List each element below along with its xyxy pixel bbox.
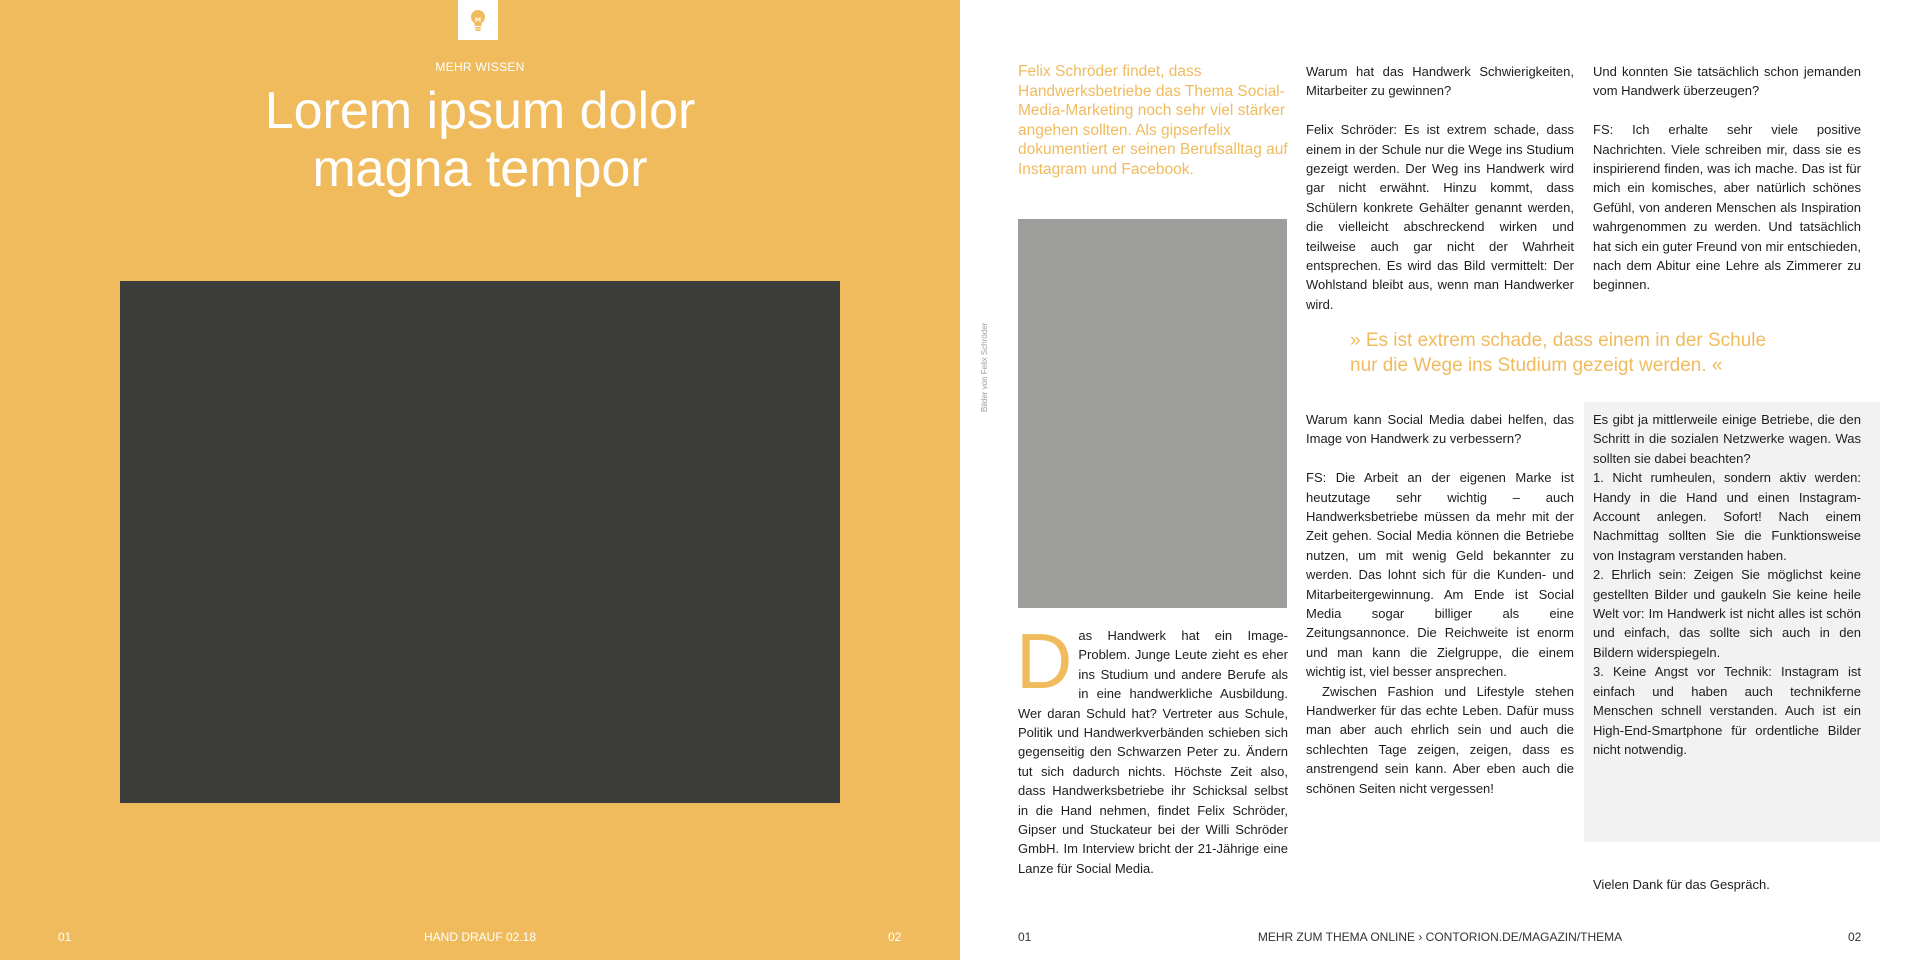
headline-line-1: Lorem ipsum dolor bbox=[264, 82, 696, 140]
answer-2: FS: Ich erhalte sehr viele positive Nachrichten. Viele schreiben mir, dass sie es inspirierend finden, was ich mache. Das ist für mich ein komisches, aber natürlich schönes Gefühl, von anderen Menschen als Inspiration wahrgenommen zu werden. Und tatsächlich hat sich ein guter Freund von mir entschieden, nach dem Abitur eine Lehre als Zimmerer zu beginnen. bbox=[1593, 122, 1861, 293]
lead-paragraph: Felix Schröder findet, dass Handwerksbetriebe das Thema Social-Media-Marketing noch sehr viel stärker angehen sollten. Als gipserfelix dokumentiert er seinen Berufsalltag auf Instagram und Facebook. bbox=[1018, 63, 1288, 178]
intro-column bbox=[1016, 617, 1288, 878]
section-label: MEHR WISSEN bbox=[435, 60, 525, 74]
portrait-photo-placeholder bbox=[1018, 219, 1287, 608]
drop-cap: D bbox=[1016, 617, 1073, 705]
lightbulb-badge bbox=[458, 0, 498, 40]
question-1: Warum hat das Handwerk Schwierigkeiten, Mitarbeiter zu gewinnen? bbox=[1306, 64, 1574, 99]
answer-3: FS: Die Arbeit an der eigenen Marke ist heutzutage sehr wichtig – auch Handwerksbetriebe müssen da mehr mit der Zeit gehen. Social Media können die Betriebe nutzen, um mit wenig Geld bekannter zu werden. Das lohnt sich für die Kunden- und Mitarbeitergewinnung. Am Ende ist Social Media sogar billiger als eine Zeitungsannonce. Die Reichweite ist enorm und man kann die Zielgruppe, die einem wichtig ist, viel besser ansprechen. bbox=[1306, 470, 1574, 680]
closing-line: Vielen Dank für das Gespräch. bbox=[1593, 877, 1770, 892]
question-3: Warum kann Social Media dabei helfen, das Image von Handwerk zu verbessern? bbox=[1306, 412, 1574, 447]
intro-text: as Handwerk hat ein Image-Problem. Junge Leute zieht es eher ins Studium und andere Berufe als in eine handwerkliche Ausbildung. Wer daran Schuld hat? Vertreter aus Schule, Politik und Handwerkverbänden schieben sich gegenseitig den Schwarzen Peter zu. Ändern tut sich dadurch nichts. Höchste Zeit also, dass Handwerksbetriebe ihr Schicksal selbst in die Hand nehmen, findet Felix Schröder, Gipser und Stuckateur bei der Willi Schröder GmbH. Im Interview bricht der 21-Jährige eine Lanze für Social Media. bbox=[1018, 628, 1288, 876]
magazine-issue: HAND DRAUF 02.18 bbox=[423, 930, 537, 944]
pull-quote-line-2: nur die Wege ins Studium gezeigt werden. « bbox=[1350, 355, 1723, 376]
answer-1: Felix Schröder: Es ist extrem schade, dass einem in der Schule nur die Wege ins Studium gezeigt werden. Der Weg ins Handwerk wird gar nicht erwähnt. Hinzu kommt, dass Schülern konkrete Gehälter genannt werden, die vielleicht abschreckend wirken und teilweise auch gar nicht der Wahrheit entsprechen. Es wird das Bild vermittelt: Der Wohlstand bleibt aus, wenn man Handwerker wird. bbox=[1306, 122, 1574, 312]
online-link-text: MEHR ZUM THEMA ONLINE › CONTORION.DE/MAGAZIN/THEMA bbox=[1257, 930, 1623, 944]
page-headline bbox=[0, 82, 960, 198]
interview-column-2-top bbox=[1306, 62, 1574, 314]
question-4: Es gibt ja mittlerweile einige Betriebe, die den Schritt in die sozialen Netzwerke wagen. Was sollten sie dabei beachten? bbox=[1593, 412, 1861, 466]
pull-quote-line-1: » Es ist extrem schade, dass einem in der Schule bbox=[1350, 330, 1767, 351]
tip-item: 3. Keine Angst vor Technik: Instagram ist einfach und haben auch technikferne Menschen schnell verstanden. Auch ist ein High-End-Smartphone für ordentliche Bilder nicht notwendig. bbox=[1593, 664, 1861, 757]
lightbulb-icon bbox=[468, 8, 488, 32]
photo-credit: Bilder von Felix Schröder bbox=[980, 322, 989, 412]
interview-column-2-bottom bbox=[1306, 410, 1574, 798]
right-folio-page-number: 01 bbox=[1018, 930, 1032, 944]
left-folio-page-number: 01 bbox=[58, 930, 72, 944]
right-page bbox=[960, 0, 1920, 960]
right-folio-page-number-right: 02 bbox=[1848, 930, 1862, 944]
pull-quote bbox=[1350, 328, 1810, 378]
left-folio-page-number-right: 02 bbox=[888, 930, 902, 944]
tip-item: 2. Ehrlich sein: Zeigen Sie möglichst keine gestellten Bilder und gaukeln Sie keine heile Welt vor: Im Handwerk ist nicht alles ist schön und einfach, das sollte sich auch in den Bildern widerspiegeln. bbox=[1593, 567, 1861, 660]
headline-line-2: magna tempor bbox=[312, 140, 648, 198]
interview-column-3-top bbox=[1593, 62, 1861, 295]
tip-item: 1. Nicht rumheulen, sondern aktiv werden: Handy in die Hand und einen Instagram-Account anlegen. Sofort! Nach einem Nachmittag sollten Sie die Funktionsweise von Instagram verstanden haben. bbox=[1593, 470, 1861, 563]
interview-column-3-bottom bbox=[1593, 410, 1861, 759]
main-photo-placeholder bbox=[120, 281, 840, 803]
answer-3-continued: Zwischen Fashion und Lifestyle stehen Handwerker für das echte Leben. Dafür muss man aber auch ehrlich sein und auch die schlechten Tage zeigen, zeigen, dass es anstrengend sein kann. Aber eben auch die schönen Seiten nicht vergessen! bbox=[1306, 683, 1574, 796]
question-2: Und konnten Sie tatsächlich schon jemanden vom Handwerk überzeugen? bbox=[1593, 64, 1861, 99]
